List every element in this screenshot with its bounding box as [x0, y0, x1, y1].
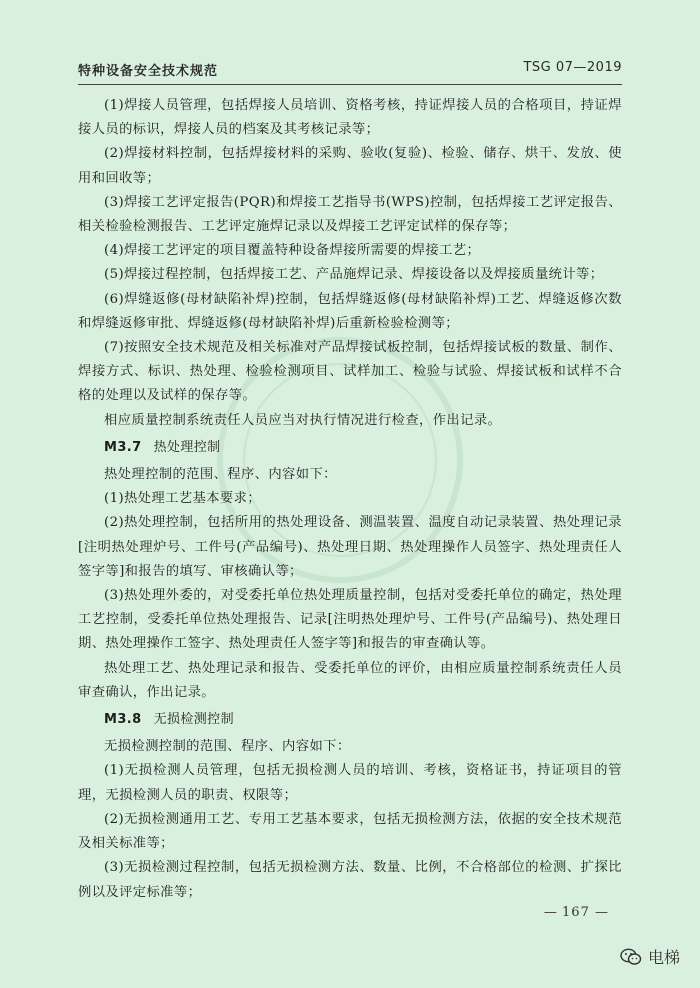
running-header	[78, 60, 622, 80]
paragraph: (5)焊接过程控制，包括焊接工艺、产品施焊记录、焊接设备以及焊接质量统计等；	[104, 267, 604, 283]
paragraph: (2)热处理控制，包括所用的热处理设备、测温装置、温度自动记录装置、热处理记录[注明热处理炉号、工件号(产品编号)、热处理日期、热处理操作人员签字、热处理责任人签字等]和报告的填写、审核确认等；	[78, 515, 622, 579]
paragraph: (3)无损检测过程控制，包括无损检测方法、数量、比例，不合格部位的检测、扩探比例以及评定标准等；	[78, 860, 622, 900]
paragraph: 相应质量控制系统责任人员应当对执行情况进行检查，作出记录。	[104, 412, 502, 428]
paragraph: 热处理控制的范围、程序、内容如下：	[104, 467, 337, 483]
wechat-icon	[620, 948, 642, 966]
page-number: 167	[562, 905, 590, 920]
channel-watermark	[620, 945, 680, 968]
paragraph: (1)热处理工艺基本要求；	[104, 491, 262, 507]
paragraph: (3)热处理外委的，对受委托单位热处理质量控制，包括对受委托单位的确定，热处理工艺控制，受委托单位热处理报告、记录[注明热处理炉号、工件号(产品编号)、热处理日期、热处理操作工签字、热处理责任人签字等]和报告的审查确认等。	[78, 588, 622, 652]
paragraph: 热处理工艺、热处理记录和报告、受委托单位的评价，由相应质量控制系统责任人员审查确认，作出记录。	[78, 660, 622, 700]
header-code: TSG 07—2019	[523, 60, 622, 75]
paragraph: (3)焊接工艺评定报告(PQR)和焊接工艺指导书(WPS)控制，包括焊接工艺评定报告、相关检验检测报告、工艺评定施焊记录以及焊接工艺评定试样的保存等；	[78, 194, 622, 235]
header-divider	[78, 84, 622, 85]
paragraph: (6)焊缝返修(母材缺陷补焊)控制，包括焊缝返修(母材缺陷补焊)工艺、焊缝返修次数和焊缝返修审批、焊缝返修(母材缺陷补焊)后重新检验检测等；	[78, 291, 622, 331]
section-title: 无损检测控制	[153, 712, 234, 728]
paragraph: 无损检测控制的范围、程序、内容如下：	[104, 739, 351, 755]
section-number: M3.8	[104, 712, 142, 728]
section-title: 热处理控制	[153, 439, 221, 455]
section-number: M3.7	[104, 439, 142, 455]
page-footer: — 167 —	[543, 905, 608, 920]
header-title: 特种设备安全技术规范	[78, 64, 219, 79]
paragraph: (7)按照安全技术规范及相关标准对产品焊接试板控制，包括焊接试板的数量、制作、焊接方式、标识、热处理、检验检测项目、试样加工、检验与试验、焊接试板和试样不合格的处理以及试样的保存等。	[78, 340, 622, 404]
paragraph: (4)焊接工艺评定的项目覆盖特种设备焊接所需要的焊接工艺；	[104, 243, 481, 259]
paragraph: (2)焊接材料控制，包括焊接材料的采购、验收(复验)、检验、储存、烘干、发放、使用和回收等；	[78, 146, 622, 186]
section-heading-m37	[78, 436, 622, 460]
paragraph: (1)无损检测人员管理，包括无损检测人员的培训、考核，资格证书，持证项目的管理，无损检测人员的职责、权限等；	[78, 763, 622, 803]
paragraph: (1)焊接人员管理，包括焊接人员培训、资格考核，持证焊接人员的合格项目，持证焊接人员的标识，焊接人员的档案及其考核记录等；	[78, 98, 622, 138]
section-heading-m38	[78, 708, 622, 732]
watermark-label: 电梯	[647, 948, 680, 967]
paragraph: (2)无损检测通用工艺、专用工艺基本要求，包括无损检测方法，依据的安全技术规范及相关标准等；	[78, 811, 622, 852]
body-text	[78, 94, 622, 905]
